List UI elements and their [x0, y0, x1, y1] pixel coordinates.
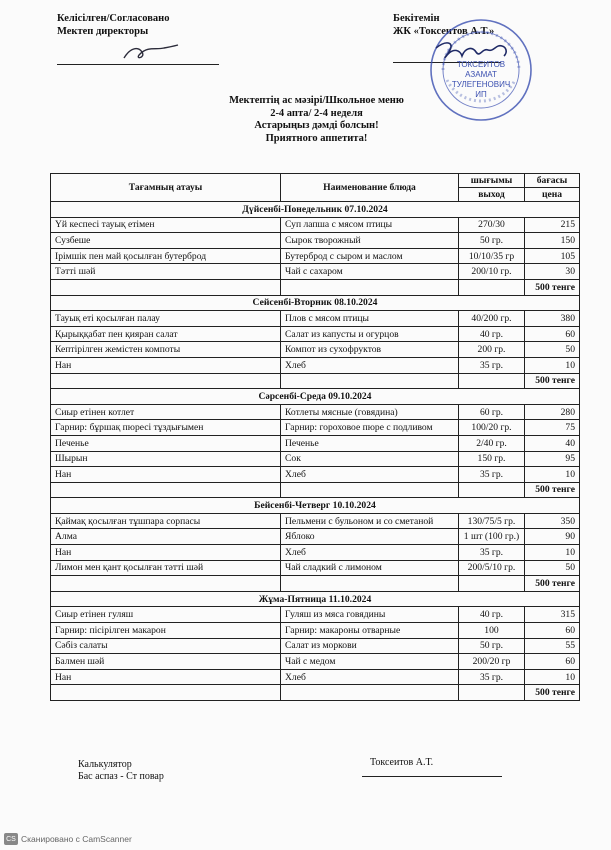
- dish-name-kz: Нан: [51, 357, 281, 373]
- dish-name-ru: Салат из моркови: [281, 638, 459, 654]
- empty-cell: [281, 482, 459, 498]
- dish-output: 35 гр.: [459, 669, 525, 685]
- dish-name-kz: Балмен шәй: [51, 654, 281, 670]
- empty-cell: [51, 373, 281, 389]
- dish-output: 40 гр.: [459, 607, 525, 623]
- dish-output: 200/5/10 гр.: [459, 560, 525, 576]
- dish-price: 215: [525, 217, 580, 233]
- dish-name-kz: Ірімшік пен май қосылған бутерброд: [51, 248, 281, 264]
- dish-price: 40: [525, 435, 580, 451]
- dish-output: 35 гр.: [459, 357, 525, 373]
- menu-title-block: [0, 95, 611, 145]
- dish-name-kz: Сузбеше: [51, 233, 281, 249]
- entrepreneur-label: ЖК «Токсеитов А.Т.»: [393, 26, 495, 37]
- stamp-name-line2: АЗАМАТ: [465, 70, 497, 79]
- dish-output: 35 гр.: [459, 545, 525, 561]
- dish-price: 105: [525, 248, 580, 264]
- dish-price: 10: [525, 467, 580, 483]
- scanner-watermark: [4, 833, 132, 845]
- dish-output: 60 гр.: [459, 404, 525, 420]
- table-row: [51, 217, 580, 233]
- dish-price: 350: [525, 513, 580, 529]
- table-row: [51, 545, 580, 561]
- table-row: [51, 451, 580, 467]
- dish-name-ru: Чай сладкий с лимоном: [281, 560, 459, 576]
- dish-name-kz: Тәтті шәй: [51, 264, 281, 280]
- dish-price: 10: [525, 357, 580, 373]
- empty-cell: [51, 576, 281, 592]
- dish-name-ru: Хлеб: [281, 467, 459, 483]
- day-total: 500 тенге: [525, 482, 580, 498]
- menu-title: Мектептің ас мәзірі/Школьное меню: [229, 95, 404, 106]
- empty-cell: [281, 373, 459, 389]
- table-row: [51, 248, 580, 264]
- dish-name-kz: Қырыққабат пен қияран салат: [51, 326, 281, 342]
- empty-cell: [281, 279, 459, 295]
- dish-name-kz: Үй кеспесі тауық етімен: [51, 217, 281, 233]
- dish-output: 200/10 гр.: [459, 264, 525, 280]
- empty-cell: [459, 373, 525, 389]
- empty-cell: [51, 685, 281, 701]
- dish-name-ru: Хлеб: [281, 669, 459, 685]
- menu-greeting-ru: Приятного аппетита!: [265, 132, 368, 144]
- empty-cell: [459, 685, 525, 701]
- dish-price: 380: [525, 311, 580, 327]
- dish-price: 55: [525, 638, 580, 654]
- total-row: [51, 373, 580, 389]
- approval-block: [57, 12, 170, 38]
- stamp-abbrev: ИП: [475, 90, 487, 99]
- dish-name-ru: Котлеты мясные (говядина): [281, 404, 459, 420]
- table-row: [51, 420, 580, 436]
- footer-signature-line: [362, 776, 502, 777]
- day-total: 500 тенге: [525, 576, 580, 592]
- table-row: [51, 342, 580, 358]
- dish-output: 2/40 гр.: [459, 435, 525, 451]
- agreed-label: Келісілген/Согласовано: [57, 13, 170, 24]
- table-row: [51, 264, 580, 280]
- total-row: [51, 279, 580, 295]
- dish-price: 10: [525, 545, 580, 561]
- chef-label: Бас аспаз - Ст повар: [78, 771, 164, 782]
- dish-output: 130/75/5 гр.: [459, 513, 525, 529]
- camscanner-icon: CS: [4, 833, 18, 845]
- dish-name-ru: Яблоко: [281, 529, 459, 545]
- director-label: Мектеп директоры: [57, 26, 149, 37]
- calculator-label: Калькулятор: [78, 759, 132, 770]
- dish-name-ru: Суп лапша с мясом птицы: [281, 217, 459, 233]
- dish-price: 60: [525, 623, 580, 639]
- day-total: 500 тенге: [525, 685, 580, 701]
- director-signature: [120, 40, 180, 64]
- empty-cell: [281, 685, 459, 701]
- dish-name-kz: Нан: [51, 545, 281, 561]
- table-row: [51, 357, 580, 373]
- table-header-row: [51, 174, 580, 188]
- table-row: [51, 654, 580, 670]
- dish-output: 50 гр.: [459, 233, 525, 249]
- table-row: [51, 560, 580, 576]
- table-row: [51, 669, 580, 685]
- dish-name-kz: Тауық еті қосылған палау: [51, 311, 281, 327]
- dish-output: 40/200 гр.: [459, 311, 525, 327]
- stamp-name-line3: ТУЛЕГЕНОВИЧ: [451, 80, 511, 89]
- day-title: Дүйсенбі-Понедельник 07.10.2024: [51, 202, 580, 218]
- dish-output: 50 гр.: [459, 638, 525, 654]
- day-title: Жұма-Пятница 11.10.2024: [51, 591, 580, 607]
- table-row: [51, 623, 580, 639]
- entrepreneur-signature: [432, 38, 512, 66]
- day-header-row: [51, 389, 580, 405]
- day-title: Сәрсенбі-Среда 09.10.2024: [51, 389, 580, 405]
- total-row: [51, 576, 580, 592]
- menu-week: 2-4 апта/ 2-4 неделя: [270, 107, 363, 119]
- dish-name-kz: Қаймақ қосылған тұшпара сорпасы: [51, 513, 281, 529]
- footer-name: Токсеитов А.Т.: [370, 757, 434, 768]
- day-title: Сейсенбі-Вторник 08.10.2024: [51, 295, 580, 311]
- day-header-row: [51, 498, 580, 514]
- dish-price: 75: [525, 420, 580, 436]
- dish-name-ru: Компот из сухофруктов: [281, 342, 459, 358]
- day-total: 500 тенге: [525, 279, 580, 295]
- day-header-row: [51, 591, 580, 607]
- menu-table: [50, 173, 580, 701]
- dish-output: 200/20 гр: [459, 654, 525, 670]
- dish-output: 100/20 гр.: [459, 420, 525, 436]
- table-row: [51, 311, 580, 327]
- empty-cell: [459, 576, 525, 592]
- day-header-row: [51, 295, 580, 311]
- total-row: [51, 685, 580, 701]
- dish-name-ru: Печенье: [281, 435, 459, 451]
- dish-output: 1 шт (100 гр.): [459, 529, 525, 545]
- dish-name-kz: Сиыр етінен котлет: [51, 404, 281, 420]
- table-row: [51, 467, 580, 483]
- table-row: [51, 529, 580, 545]
- scanner-text: Сканировано с CamScanner: [21, 834, 132, 844]
- dish-output: 40 гр.: [459, 326, 525, 342]
- day-total: 500 тенге: [525, 373, 580, 389]
- dish-name-ru: Гарнир: макароны отварные: [281, 623, 459, 639]
- dish-price: 150: [525, 233, 580, 249]
- dish-output: 100: [459, 623, 525, 639]
- table-row: [51, 513, 580, 529]
- total-row: [51, 482, 580, 498]
- dish-price: 10: [525, 669, 580, 685]
- dish-name-kz: Печенье: [51, 435, 281, 451]
- table-row: [51, 435, 580, 451]
- dish-price: 50: [525, 342, 580, 358]
- director-signature-line: [57, 64, 219, 65]
- day-header-row: [51, 202, 580, 218]
- dish-name-ru: Сок: [281, 451, 459, 467]
- dish-price: 60: [525, 326, 580, 342]
- dish-price: 60: [525, 654, 580, 670]
- menu-greeting-kz: Астарыңыз дәмді болсын!: [254, 120, 379, 131]
- dish-name-kz: Сиыр етінен гуляш: [51, 607, 281, 623]
- dish-name-kz: Алма: [51, 529, 281, 545]
- table-row: [51, 607, 580, 623]
- dish-price: 50: [525, 560, 580, 576]
- dish-price: 90: [525, 529, 580, 545]
- col-header-kz: Тағамның атауы: [51, 174, 281, 202]
- table-row: [51, 326, 580, 342]
- dish-name-ru: Хлеб: [281, 545, 459, 561]
- dish-name-kz: Шырын: [51, 451, 281, 467]
- dish-output: 270/30: [459, 217, 525, 233]
- dish-name-kz: Кептірілген жемістен компоты: [51, 342, 281, 358]
- dish-name-ru: Чай с сахаром: [281, 264, 459, 280]
- day-title: Бейсенбі-Четверг 10.10.2024: [51, 498, 580, 514]
- dish-name-ru: Бутерброд с сыром и маслом: [281, 248, 459, 264]
- empty-cell: [281, 576, 459, 592]
- stamp-name-line1: ТОКСЕИТОВ: [456, 60, 506, 69]
- dish-name-kz: Гарнир: пісірілген макарон: [51, 623, 281, 639]
- dish-output: 10/10/35 гр: [459, 248, 525, 264]
- dish-name-ru: Пельмени с бульоном и со сметаной: [281, 513, 459, 529]
- dish-price: 315: [525, 607, 580, 623]
- dish-name-ru: Гарнир: гороховое пюре с подливом: [281, 420, 459, 436]
- col-header-ru: Наименование блюда: [281, 174, 459, 202]
- table-row: [51, 404, 580, 420]
- dish-name-ru: Сырок творожный: [281, 233, 459, 249]
- empty-cell: [459, 482, 525, 498]
- dish-output: 200 гр.: [459, 342, 525, 358]
- empty-cell: [51, 279, 281, 295]
- dish-name-ru: Хлеб: [281, 357, 459, 373]
- confirm-label: Бекітемін: [393, 13, 440, 24]
- dish-price: 280: [525, 404, 580, 420]
- table-row: [51, 638, 580, 654]
- dish-name-ru: Плов с мясом птицы: [281, 311, 459, 327]
- dish-name-ru: Чай с медом: [281, 654, 459, 670]
- empty-cell: [459, 279, 525, 295]
- dish-output: 35 гр.: [459, 467, 525, 483]
- col-header-output-ru: выход: [459, 188, 525, 202]
- dish-name-kz: Лимон мен қант қосылған тәтті шәй: [51, 560, 281, 576]
- dish-name-kz: Нан: [51, 467, 281, 483]
- col-header-output-kz: шығымы: [459, 174, 525, 188]
- dish-price: 95: [525, 451, 580, 467]
- dish-name-ru: Гуляш из мяса говядины: [281, 607, 459, 623]
- empty-cell: [51, 482, 281, 498]
- col-header-price-ru: цена: [525, 188, 580, 202]
- dish-output: 150 гр.: [459, 451, 525, 467]
- dish-name-kz: Нан: [51, 669, 281, 685]
- dish-name-kz: Сәбіз салаты: [51, 638, 281, 654]
- footer-roles: [78, 759, 164, 783]
- col-header-price-kz: бағасы: [525, 174, 580, 188]
- dish-name-ru: Салат из капусты и огурцов: [281, 326, 459, 342]
- dish-price: 30: [525, 264, 580, 280]
- dish-name-kz: Гарнир: бұршақ пюресі тұздығымен: [51, 420, 281, 436]
- table-row: [51, 233, 580, 249]
